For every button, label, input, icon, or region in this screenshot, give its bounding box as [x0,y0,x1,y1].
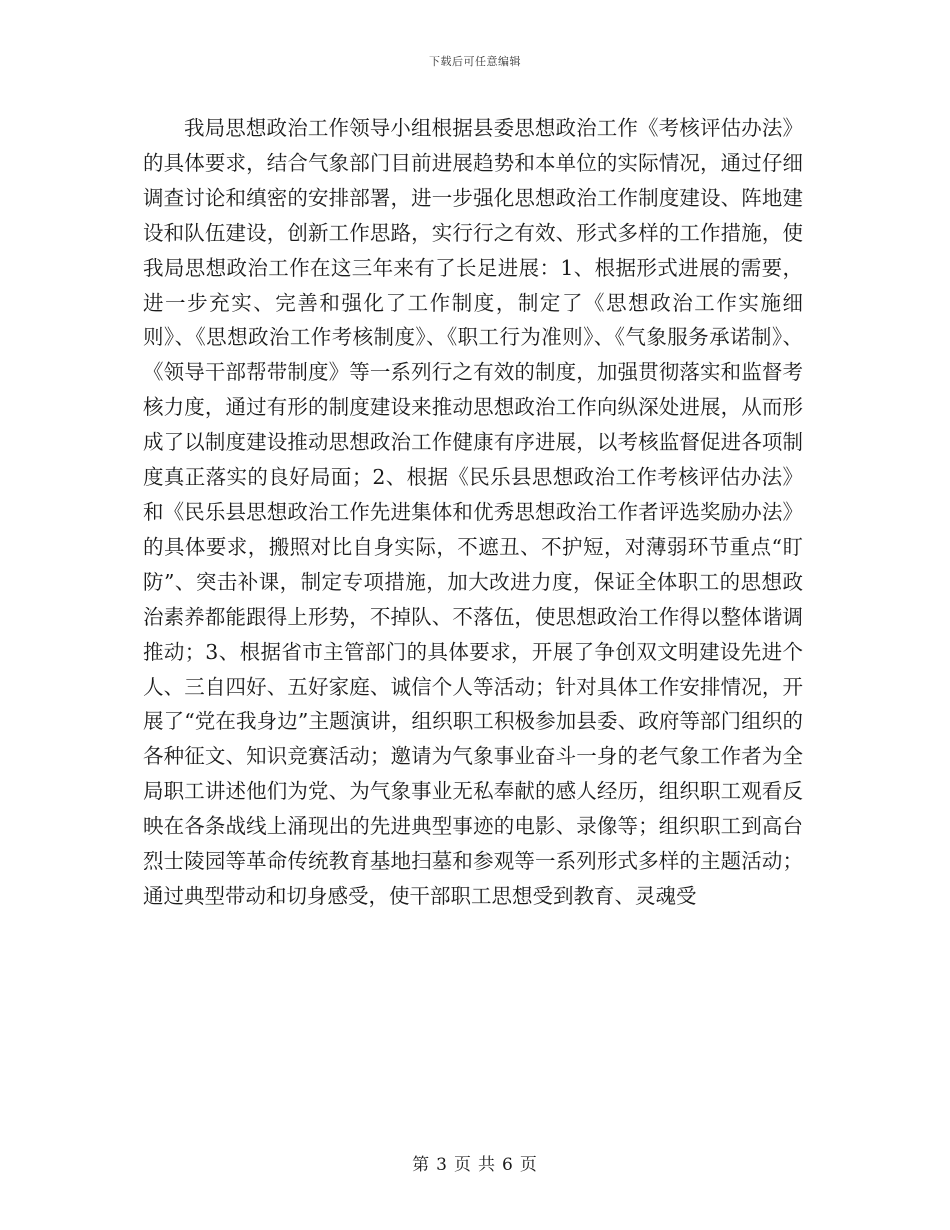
body-paragraph: 我局思想政治工作领导小组根据县委思想政治工作《考核评估办法》的具体要求，结合气象部门目前进展趋势和本单位的实际情况，通过仔细调查讨论和缜密的安排部署，进一步强化思想政治工作制度建设、阵地建设和队伍建设，创新工作思路，实行行之有效、形式多样的工作措施，使我局思想政治工作在这三年来有了长足进展：1、根据形式进展的需要，进一步充实、完善和强化了工作制度，制定了《思想政治工作实施细则》、《思想政治工作考核制度》、《职工行为准则》、《气象服务承诺制》、《领导干部帮带制度》等一系列行之有效的制度，加强贯彻落实和监督考核力度，通过有形的制度建设来推动思想政治工作向纵深处进展，从而形成了以制度建设推动思想政治工作健康有序进展，以考核监督促进各项制度真正落实的良好局面；2、根据《民乐县思想政治工作考核评估办法》和《民乐县思想政治工作先进集体和优秀思想政治工作者评选奖励办法》的具体要求，搬照对比自身实际，不遮丑、不护短，对薄弱环节重点“盯防”、突击补课，制定专项措施，加大改进力度，保证全体职工的思想政治素养都能跟得上形势，不掉队、不落伍，使思想政治工作得以整体谐调推动；3、根据省市主管部门的具体要求，开展了争创双文明建设先进个人、三自四好、五好家庭、诚信个人等活动；针对具体工作安排情况，开展了“党在我身边”主题演讲，组织职工积极参加县委、政府等部门组织的各种征文、知识竞赛活动；邀请为气象事业奋斗一身的老气象工作者为全局职工讲述他们为党、为气象事业无私奉献的感人经历，组织职工观看反映在各条战线上涌现出的先进典型事迹的电影、录像等；组织职工到高台烈士陵园等革命传统教育基地扫墓和参观等一系列形式多样的主题活动；通过典型带动和切身感受，使干部职工思想受到教育、灵魂受 [143,116,803,908]
page-footer [0,1150,950,1175]
footer-total-pages: 6 [502,1155,514,1175]
footer-page-word: 页 [454,1155,472,1175]
footer-prefix: 第 [412,1155,431,1175]
header-note: 下载后可任意编辑 [429,55,521,68]
footer-total-word: 共 [478,1155,496,1175]
footer-current-page: 3 [436,1155,448,1175]
footer-suffix: 页 [519,1155,538,1175]
